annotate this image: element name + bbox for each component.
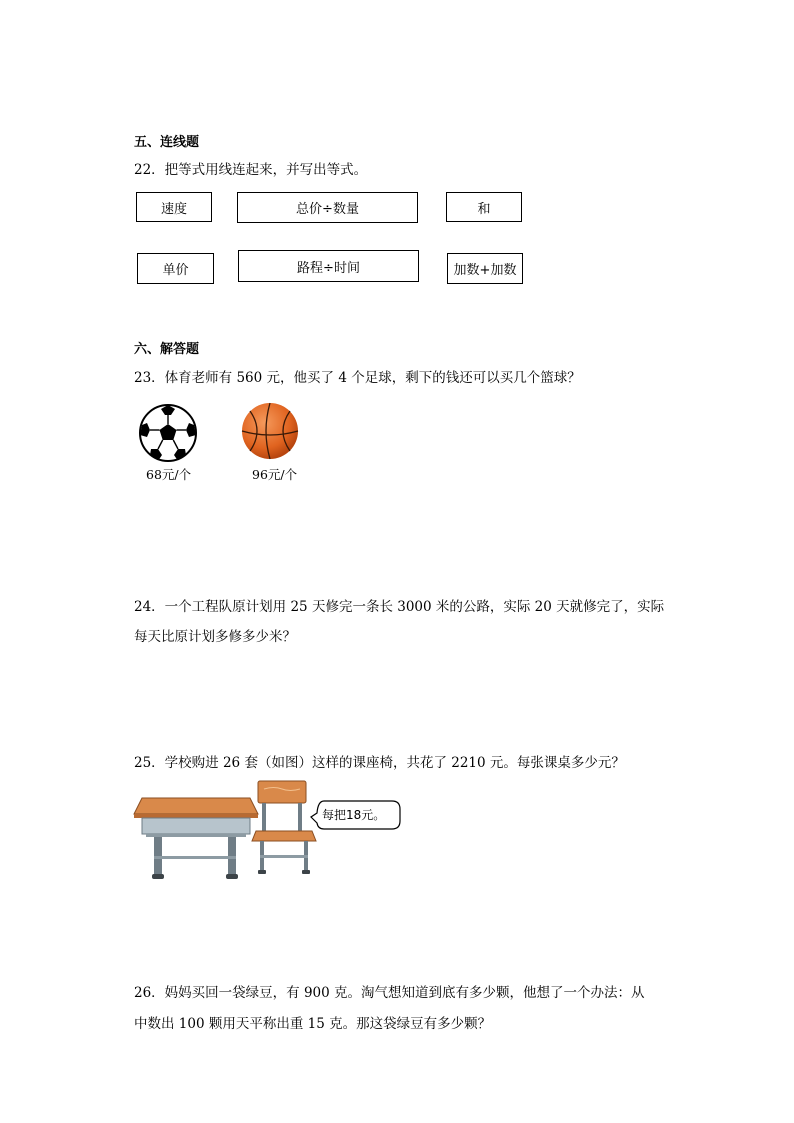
basketball-icon (240, 401, 300, 461)
box-sum[interactable]: 和 (446, 192, 522, 222)
question-26-line-1: 26．妈妈买回一袋绿豆，有 900 克。淘气想知道到底有多少颗，他想了一个办法：从 (134, 985, 645, 1001)
box-speed[interactable]: 速度 (136, 192, 212, 222)
question-26-line-2: 中数出 100 颗用天平称出重 15 克。那这袋绿豆有多少颗？ (134, 1016, 492, 1032)
question-22: 22．把等式用线连起来，并写出等式。 (134, 162, 368, 178)
basketball-price: 96元/个 (252, 467, 298, 482)
soccer-price: 68元/个 (146, 467, 192, 482)
question-23: 23．体育老师有 560 元，他买了 4 个足球，剩下的钱还可以买几个篮球？ (134, 370, 581, 386)
soccer-ball-icon (138, 403, 198, 463)
box-addend-plus-addend[interactable]: 加数+加数 (447, 253, 523, 284)
box-total-price-div-quantity[interactable]: 总价÷数量 (237, 192, 418, 223)
question-24-line-2: 每天比原计划多修多少米？ (134, 629, 296, 645)
box-distance-div-time[interactable]: 路程÷时间 (238, 250, 419, 282)
question-25: 25．学校购进 26 套（如图）这样的课座椅，共花了 2210 元。每张课桌多少元？ (134, 755, 625, 771)
question-24-line-1: 24．一个工程队原计划用 25 天修完一条长 3000 米的公路，实际 20 天就修完了，实际 (134, 599, 665, 615)
section-title-matching: 五、连线题 (134, 135, 200, 150)
chair-price-bubble: 每把18元。 (322, 808, 386, 822)
section-title-word-problems: 六、解答题 (134, 342, 200, 357)
box-unit-price[interactable]: 单价 (137, 253, 214, 284)
desk-icon (132, 796, 260, 882)
